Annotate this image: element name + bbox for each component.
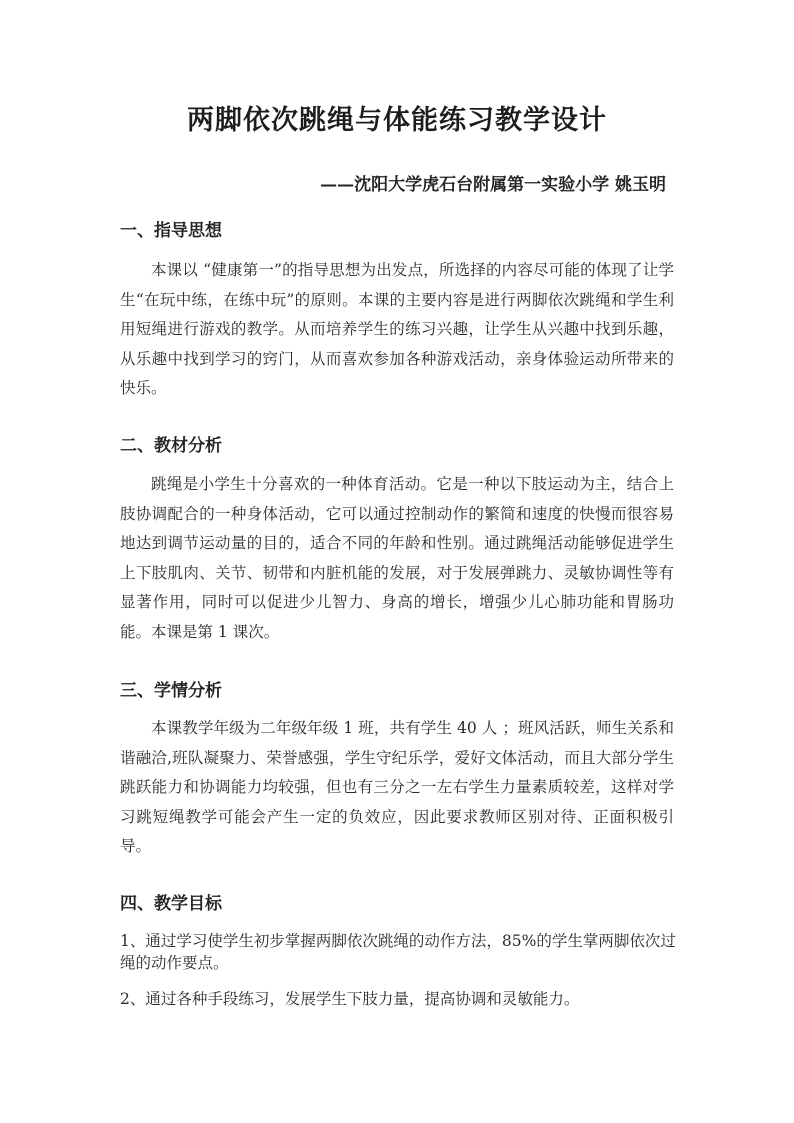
goal-item: 1、通过学习使学生初步掌握两脚依次跳绳的动作方法，85%的学生掌两脚依次过绳的动作要点。	[120, 932, 676, 972]
section-heading-learner-analysis: 三、学情分析	[120, 681, 222, 701]
document-title: 两脚依次跳绳与体能练习教学设计	[187, 105, 607, 136]
section-paragraph-material-analysis: 跳绳是小学生十分喜欢的一种体育活动。它是一种以下肢运动为主，结合上肢协调配合的一种身体活动，它可以通过控制动作的繁简和速度的快慢而很容易地达到调节运动量的目的，适合不同的年龄和性别。通过跳绳活动能够促进学生上下肢肌肉、关节、韧带和内脏机能的发展，对于发展弹跳力、灵敏协调性等有显著作用，同时可以促进少儿智力、身高的增长，增强少儿心肺功能和胃肠功能。本课是第 1 课次。	[120, 475, 674, 641]
goal-item: 2、通过各种手段练习，发展学生下肢力量，提高协调和灵敏能力。	[120, 990, 580, 1008]
author-line: ——沈阳大学虎石台附属第一实验小学 姚玉明	[320, 175, 666, 195]
section-heading-material-analysis: 二、教材分析	[120, 436, 222, 456]
section-paragraph-guiding-thought: 本课以 “健康第一”的指导思想为出发点，所选择的内容尽可能的体现了让学生“在玩中练，在练中玩”的原则。本课的主要内容是进行两脚依次跳绳和学生利用短绳进行游戏的教学。从而培养学生的练习兴趣，让学生从兴趣中找到乐趣，从乐趣中找到学习的窍门，从而喜欢参加各种游戏活动，亲身体验运动所带来的快乐。	[120, 261, 674, 397]
section-heading-teaching-goals: 四、教学目标	[120, 894, 222, 914]
section-heading-guiding-thought: 一、指导思想	[120, 221, 222, 241]
section-paragraph-learner-analysis: 本课教学年级为二年级年级 1 班，共有学生 40 人 ；班风活跃，师生关系和谐融洽,班队凝聚力、荣誉感强，学生守纪乐学，爱好文体活动，而且大部分学生跳跃能力和协调能力均较强，但也有三分之一左右学生力量素质较差，这样对学习跳短绳教学可能会产生一定的负效应，因此要求教师区别对待、正面积极引导。	[120, 719, 674, 855]
